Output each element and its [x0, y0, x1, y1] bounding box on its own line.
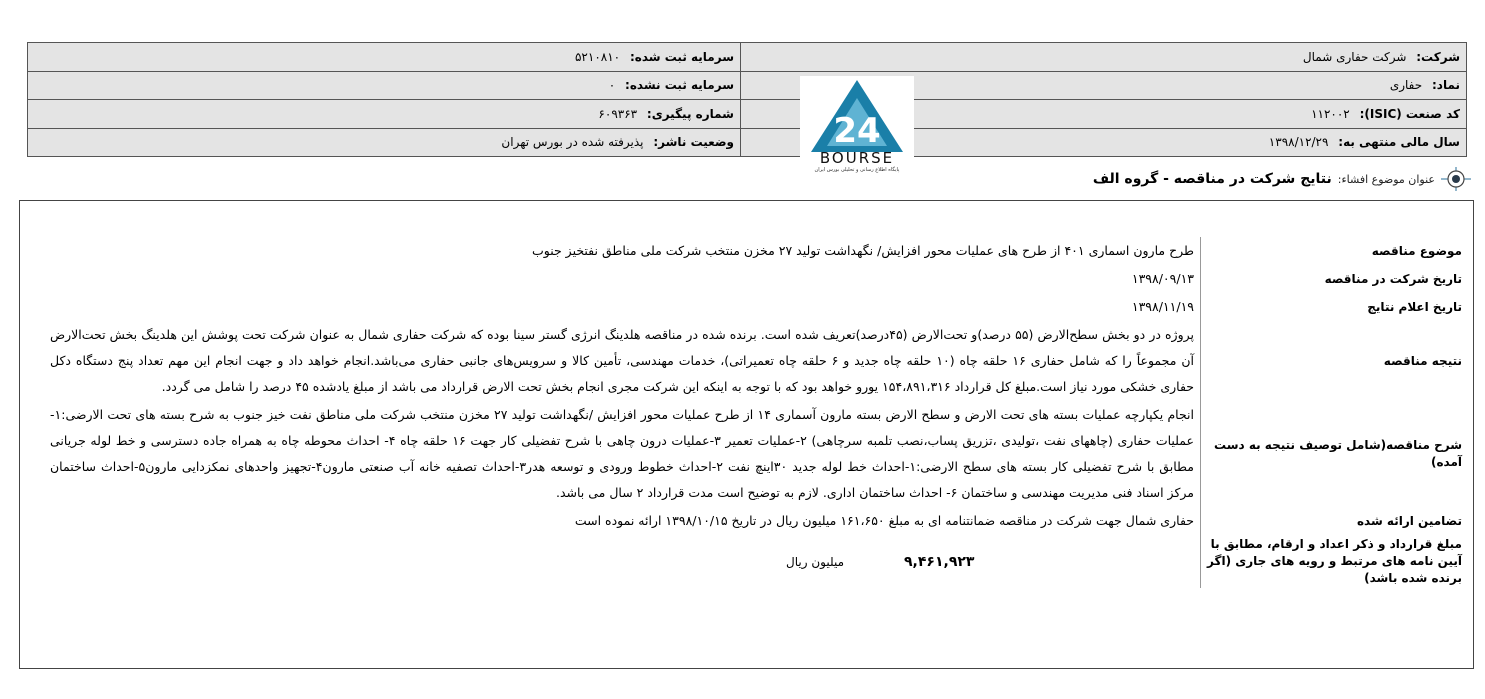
tracking-cell	[28, 100, 741, 129]
detail-row-participation-date	[44, 265, 1468, 293]
detail-value: ۱۳۹۸/۰۹/۱۳	[1131, 271, 1194, 286]
detail-row-result	[44, 321, 1468, 401]
bourse-logo-mark	[807, 76, 907, 154]
amount-cell	[50, 549, 1194, 575]
detail-label: شرح مناقصه(شامل توصیف نتیجه به دست آمده)	[1201, 401, 1469, 507]
symbol-label: نماد:	[1431, 78, 1460, 93]
symbol-value: حفاری	[1389, 78, 1423, 93]
unregistered-capital-value: ۰	[608, 78, 616, 93]
svg-text:24: 24	[833, 111, 881, 151]
detail-row-subject	[44, 237, 1468, 265]
publisher-status-cell	[28, 128, 741, 157]
detail-label: تاریخ اعلام نتایج	[1201, 293, 1469, 321]
detail-label: تاریخ شرکت در مناقصه	[1201, 265, 1469, 293]
detail-label: نتیجه مناقصه	[1201, 321, 1469, 401]
detail-row-results-date	[44, 293, 1468, 321]
unregistered-capital-cell	[28, 71, 741, 100]
registered-capital-cell	[28, 43, 741, 72]
contract-amount: ۹,۴۶۱,۹۲۳	[904, 553, 975, 570]
detail-value: حفاری شمال جهت شرکت در مناقصه ضمانتنامه ای به مبلغ ۱۶۱،۶۵۰ میلیون ریال در تاریخ ۱۳۹۸/۱۰/۱۵ ارائه نموده است	[574, 513, 1194, 528]
detail-value: طرح مارون اسماری ۴۰۱ از طرح های عملیات محور افزایش/ نگهداشت تولید ۲۷ مخزن منتخب شرکت ملی مناطق نفتخیز جنوب	[531, 243, 1194, 258]
company-cell	[741, 43, 1467, 72]
amount-unit: میلیون ریال	[786, 554, 844, 569]
disclosure-label: عنوان موضوع افشاء:	[1337, 172, 1435, 186]
unregistered-capital-label: سرمایه ثبت نشده:	[625, 78, 734, 93]
tracking-label: شماره پیگیری:	[646, 106, 734, 121]
fiscal-year-label: سال مالی منتهی به:	[1338, 135, 1460, 150]
disclosure-title: نتایج شرکت در مناقصه - گروه الف	[1092, 171, 1332, 187]
company-value: شرکت حفاری شمال	[1302, 49, 1407, 64]
registered-capital-label: سرمایه ثبت شده:	[629, 49, 734, 64]
detail-row-description	[44, 401, 1468, 507]
tracking-value: ۶۰۹۳۶۳	[598, 106, 638, 121]
detail-label: مبلغ قرارداد و ذکر اعداد و ارقام، مطابق با آیین نامه های مرتبط و رویه های جاری (اگر برنده شده باشد)	[1201, 535, 1469, 588]
publisher-status-value: پذیرفته شده در بورس تهران	[501, 135, 644, 150]
crosshair-icon	[1441, 167, 1471, 191]
detail-row-guarantees	[44, 507, 1468, 535]
fiscal-year-value: ۱۳۹۸/۱۲/۲۹	[1268, 135, 1329, 150]
bourse-logo	[800, 76, 914, 186]
detail-value: ۱۳۹۸/۱۱/۱۹	[1131, 299, 1194, 314]
detail-label: تضامین ارائه شده	[1201, 507, 1469, 535]
detail-value: انجام یکپارچه عملیات بسته های تحت الارض و سطح الارض بسته مارون آسماری ۱۴ از طرح عملیات محور افزایش /نگهداشت تولید ۲۷ مخزن منتخب شرکت ملی مناطق نفت خیز جنوب به شرح بسته های تحت الارضی:۱- عملیات حفاری (چاههای نفت ،تولیدی ،تزریق پساب،نصب تلمبه سرچاهی) ۲-عملیات تعمیر ۳-عملیات درون چاهی با شرح تفضیلی کار جهت ۱۶ حلقه چاه ۴- احداث محوطه چاه به همراه جاده دسترسی و خط لوله جریانی مطابق با شرح تفضیلی کار بسته های سطح الارضی:۱-احداث خط لوله جدید ۳۰اینچ نفت ۲-احداث خطوط ورودی و توسعه هدر۳-احداث تصفیه خانه آب صنعتی مارون۴-تجهیز واحدهای نمکزدایی مارون۵-احداث ساختمان مرکز اسناد فنی مدیریت مهندسی و ساختمان ۶- احداث ساختمان اداری. لازم به توضیح است مدت قرارداد ۲ سال می باشد.	[50, 407, 1195, 500]
isic-value: ۱۱۲۰۰۲	[1311, 106, 1350, 121]
logo-word: BOURSE	[819, 149, 895, 167]
tender-details-table	[44, 237, 1468, 588]
disclosure-subject	[1093, 167, 1471, 191]
registered-capital-value: ۵۲۱۰۸۱۰	[574, 49, 621, 64]
detail-label: موضوع مناقصه	[1201, 237, 1469, 265]
company-info-table	[27, 42, 1467, 157]
company-label: شرکت:	[1416, 49, 1460, 64]
isic-label: کد صنعت (ISIC):	[1359, 106, 1460, 121]
logo-tagline: پایگاه اطلاع رسانی و تحلیلی بورس ایران	[814, 167, 900, 173]
publisher-status-label: وضعیت ناشر:	[653, 135, 734, 150]
detail-value: پروژه در دو بخش سطح‌الارض (۵۵ درصد)و تحت‌الارض (۴۵درصد)تعریف شده است. برنده شده در مناقصه هلدینگ انرژی گستر سینا بوده که شرکت حفاری شمال به عنوان شرکت تحت پوشش این هلدینگ بخش تحت‌الارض آن مجموعاً را که شامل حفاری ۱۶ حلقه چاه (۱۰ حلقه چاه جدید و ۶ حلقه چاه تعمیراتی)، خدمات مهندسی، تأمین کالا و سرویس‌های جانبی حفاری می‌باشد.انجام خواهد داد و جهت انجام این مهم تعداد پنج دستگاه دکل حفاری خشکی مورد نیاز است.مبلغ کل قرارداد ۱۵۴،۸۹۱،۳۱۶ یورو خواهد بود که با توجه به اینکه این شرکت مجری انجام بخش تحت الارض قرارداد می باشد از مبلغ یادشده ۴۵ درصد را شامل می گردد.	[50, 327, 1195, 394]
detail-row-contract-amount	[44, 535, 1468, 588]
